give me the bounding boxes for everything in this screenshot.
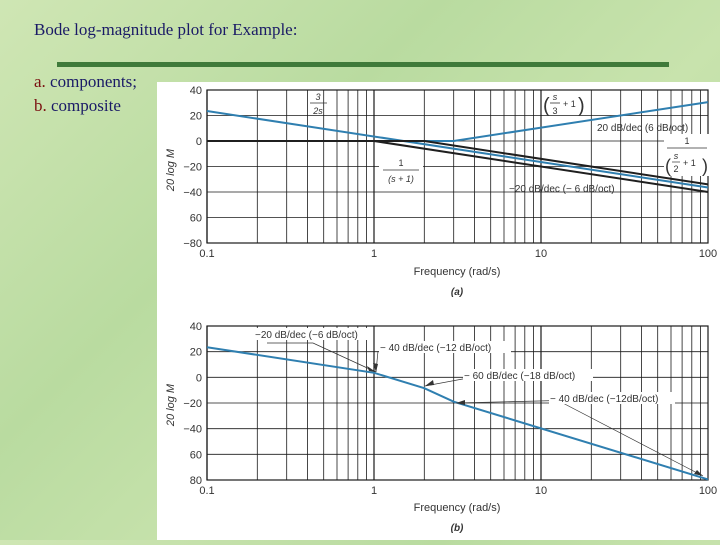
bode-svg [157, 82, 720, 540]
bullet-text: components; [45, 72, 137, 91]
y-tick-label: −40 [183, 187, 202, 199]
bode-figure [157, 82, 720, 540]
eq-inner-den: 2 [673, 164, 679, 174]
x-tick-label: 0.1 [199, 248, 215, 260]
title-divider [57, 62, 669, 67]
y-tick-label: 20 [189, 110, 202, 123]
eq-paren-close: ) [578, 95, 585, 117]
annotation-slope-pos20: 20 dB/dec (6 dB/oct) [597, 123, 689, 134]
y-axis-label: 20 log M [165, 383, 177, 427]
y-tick-label: 60 [189, 449, 202, 462]
eq-tail: + 1 [563, 99, 576, 109]
panel-label: (a) [450, 287, 464, 298]
y-tick-label: −20 [183, 161, 202, 174]
y-tick-label: 20 [189, 346, 202, 359]
eq-num: 3 [315, 92, 321, 102]
x-tick-label: 0.1 [199, 485, 215, 497]
x-tick-label: 10 [534, 248, 548, 260]
y-tick-label: −40 [183, 423, 202, 436]
x-tick-label: 100 [698, 248, 718, 260]
bullet-text: composite [46, 96, 121, 115]
y-tick-label: 40 [189, 321, 202, 333]
y-tick-label: −80 [183, 238, 202, 250]
y-tick-label: 80 [189, 475, 202, 487]
eq-inner-num: s [552, 92, 558, 102]
x-tick-label: 1 [370, 485, 378, 497]
eq-paren-open: ( [665, 156, 671, 176]
annotation-segment-3: − 60 dB/dec (−18 dB/oct) [464, 371, 576, 382]
eq-inner-den: 3 [552, 106, 558, 116]
annotation-segment-4: − 40 dB/dec (−12dB/oct) [550, 394, 659, 405]
y-tick-label: 60 [189, 212, 202, 225]
eq-paren-close: ) [702, 156, 708, 176]
equation-pole1 [379, 155, 423, 187]
x-tick-label: 100 [698, 485, 718, 497]
x-tick-label: 1 [370, 248, 378, 260]
panel-label: (b) [450, 523, 464, 534]
series-layer [207, 347, 708, 479]
eq-num: 1 [684, 136, 690, 146]
annotation-segment-1: −20 dB/dec (−6 dB/oct) [255, 330, 358, 341]
equation-zero [543, 92, 585, 117]
eq-num: 1 [398, 158, 404, 168]
y-tick-label: 0 [195, 136, 202, 148]
panel-b [165, 321, 717, 534]
callout-labels [254, 328, 675, 405]
x-axis-label: Frequency (rad/s) [413, 502, 501, 514]
equation-pole2 [664, 134, 710, 176]
callout-leader [267, 343, 376, 372]
y-tick-label: 40 [189, 85, 202, 97]
annotation-segment-2: − 40 dB/dec (−12 dB/oct) [380, 343, 492, 354]
y-tick-label: −20 [183, 398, 202, 410]
callout-leader [557, 400, 703, 476]
bullet-item-components [34, 70, 137, 94]
eq-paren-open: ( [543, 95, 550, 117]
slide-title: Bode log-magnitude plot for Example: [34, 20, 298, 39]
series-line [207, 347, 708, 479]
bullet-key: b. [34, 96, 47, 115]
bullet-list [34, 70, 137, 118]
series-line [207, 141, 708, 184]
y-tick-label: 0 [195, 372, 202, 385]
eq-den: 2s [313, 106, 323, 116]
tick-labels [183, 85, 717, 260]
annotation-slope-neg20: −20 dB/dec (− 6 dB/oct) [509, 184, 615, 195]
eq-tail: + 1 [683, 158, 696, 168]
arrowhead [425, 380, 434, 386]
eq-inner-num: s [673, 151, 679, 161]
panel-a [165, 85, 717, 298]
bullet-key: a. [34, 72, 46, 91]
eq-den: (s + 1) [388, 174, 414, 184]
x-tick-label: 10 [534, 485, 548, 497]
equation-integrator [310, 92, 327, 116]
x-axis-label: Frequency (rad/s) [413, 266, 501, 278]
bullet-item-composite [34, 94, 137, 118]
callouts [267, 343, 703, 476]
y-axis-label: 20 log M [165, 148, 177, 192]
